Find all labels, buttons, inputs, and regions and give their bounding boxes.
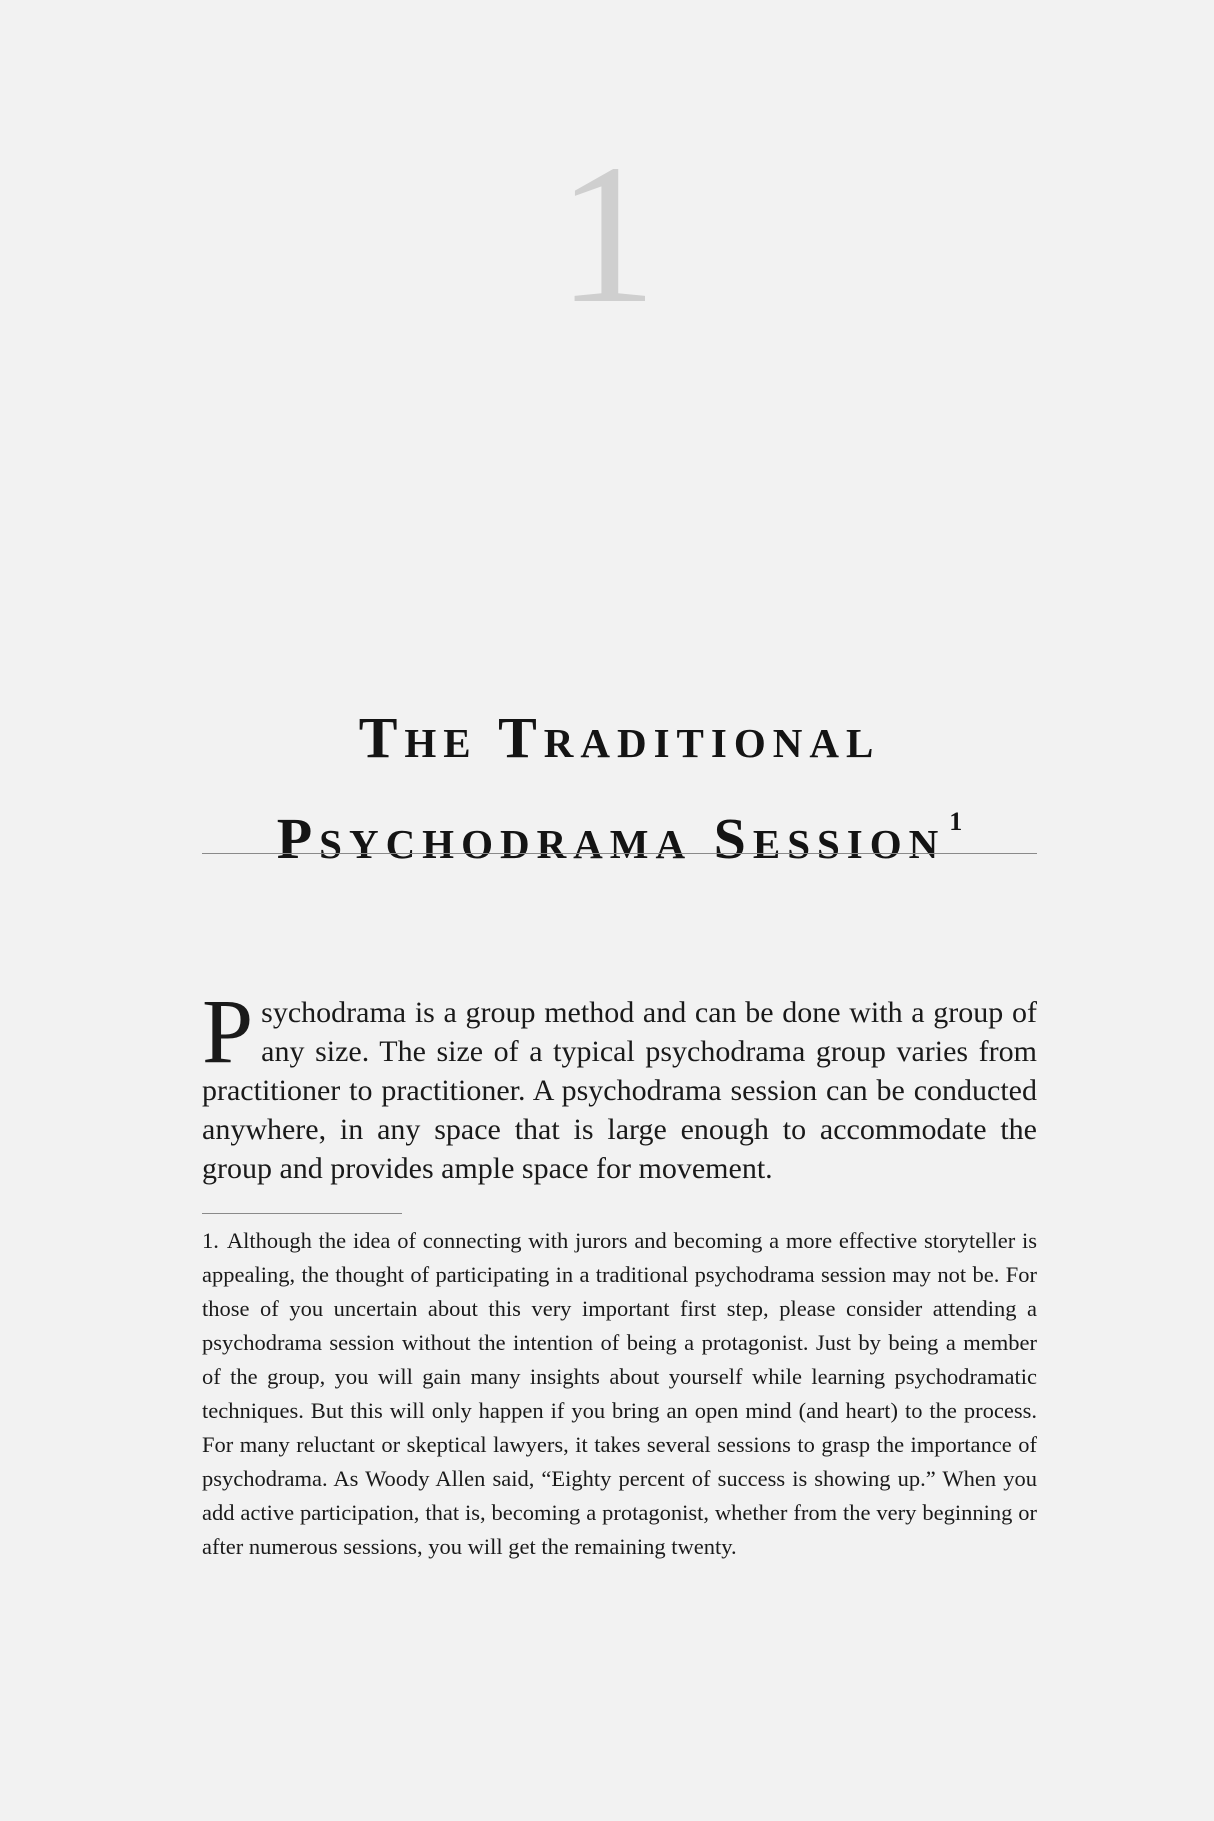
footnote [202,1224,1037,1564]
drop-cap: P [202,980,254,1082]
body-paragraph [202,980,1037,1188]
chapter-number: 1 [557,124,657,345]
title-underline [202,853,1037,854]
chapter-title-line-2-wrapper [202,780,1037,881]
footnote-text: Although the idea of connecting with jurors and becoming a more effective storyteller is appealing, the thought of participating in a traditional psychodrama session may not be. For those of you uncertain about this very important first step, please consider attending a psychodrama session without the intention of being a protagonist. Just by being a member of the group, you will gain many insights about yourself while learning psychodramatic techniques. But this will only happen if you bring an open mind (and heart) to the process. For many reluctant or skeptical lawyers, it takes several sessions to grasp the importance of psychodrama. As Woody Allen said, “Eighty percent of success is showing up.” When you add active participation, that is, becoming a protagonist, whether from the very beginning or after numerous sessions, you will get the remaining twenty. [202,1228,1037,1559]
chapter-title-line-2: Psychodrama Session [276,806,946,871]
body-paragraph-text: sychodrama is a group method and can be done with a group of any size. The size of a typical psychodrama group varies from practitioner to practitioner. A psychodrama session can be conducted anywhere, in any space that is large enough to accommodate the group and provides ample space for movement. [202,996,1037,1185]
chapter-title-line-1: The Traditional [358,705,881,770]
footnote-number: 1. [202,1228,219,1253]
footnote-separator [202,1213,402,1214]
footnote-reference[interactable]: 1 [949,807,963,836]
